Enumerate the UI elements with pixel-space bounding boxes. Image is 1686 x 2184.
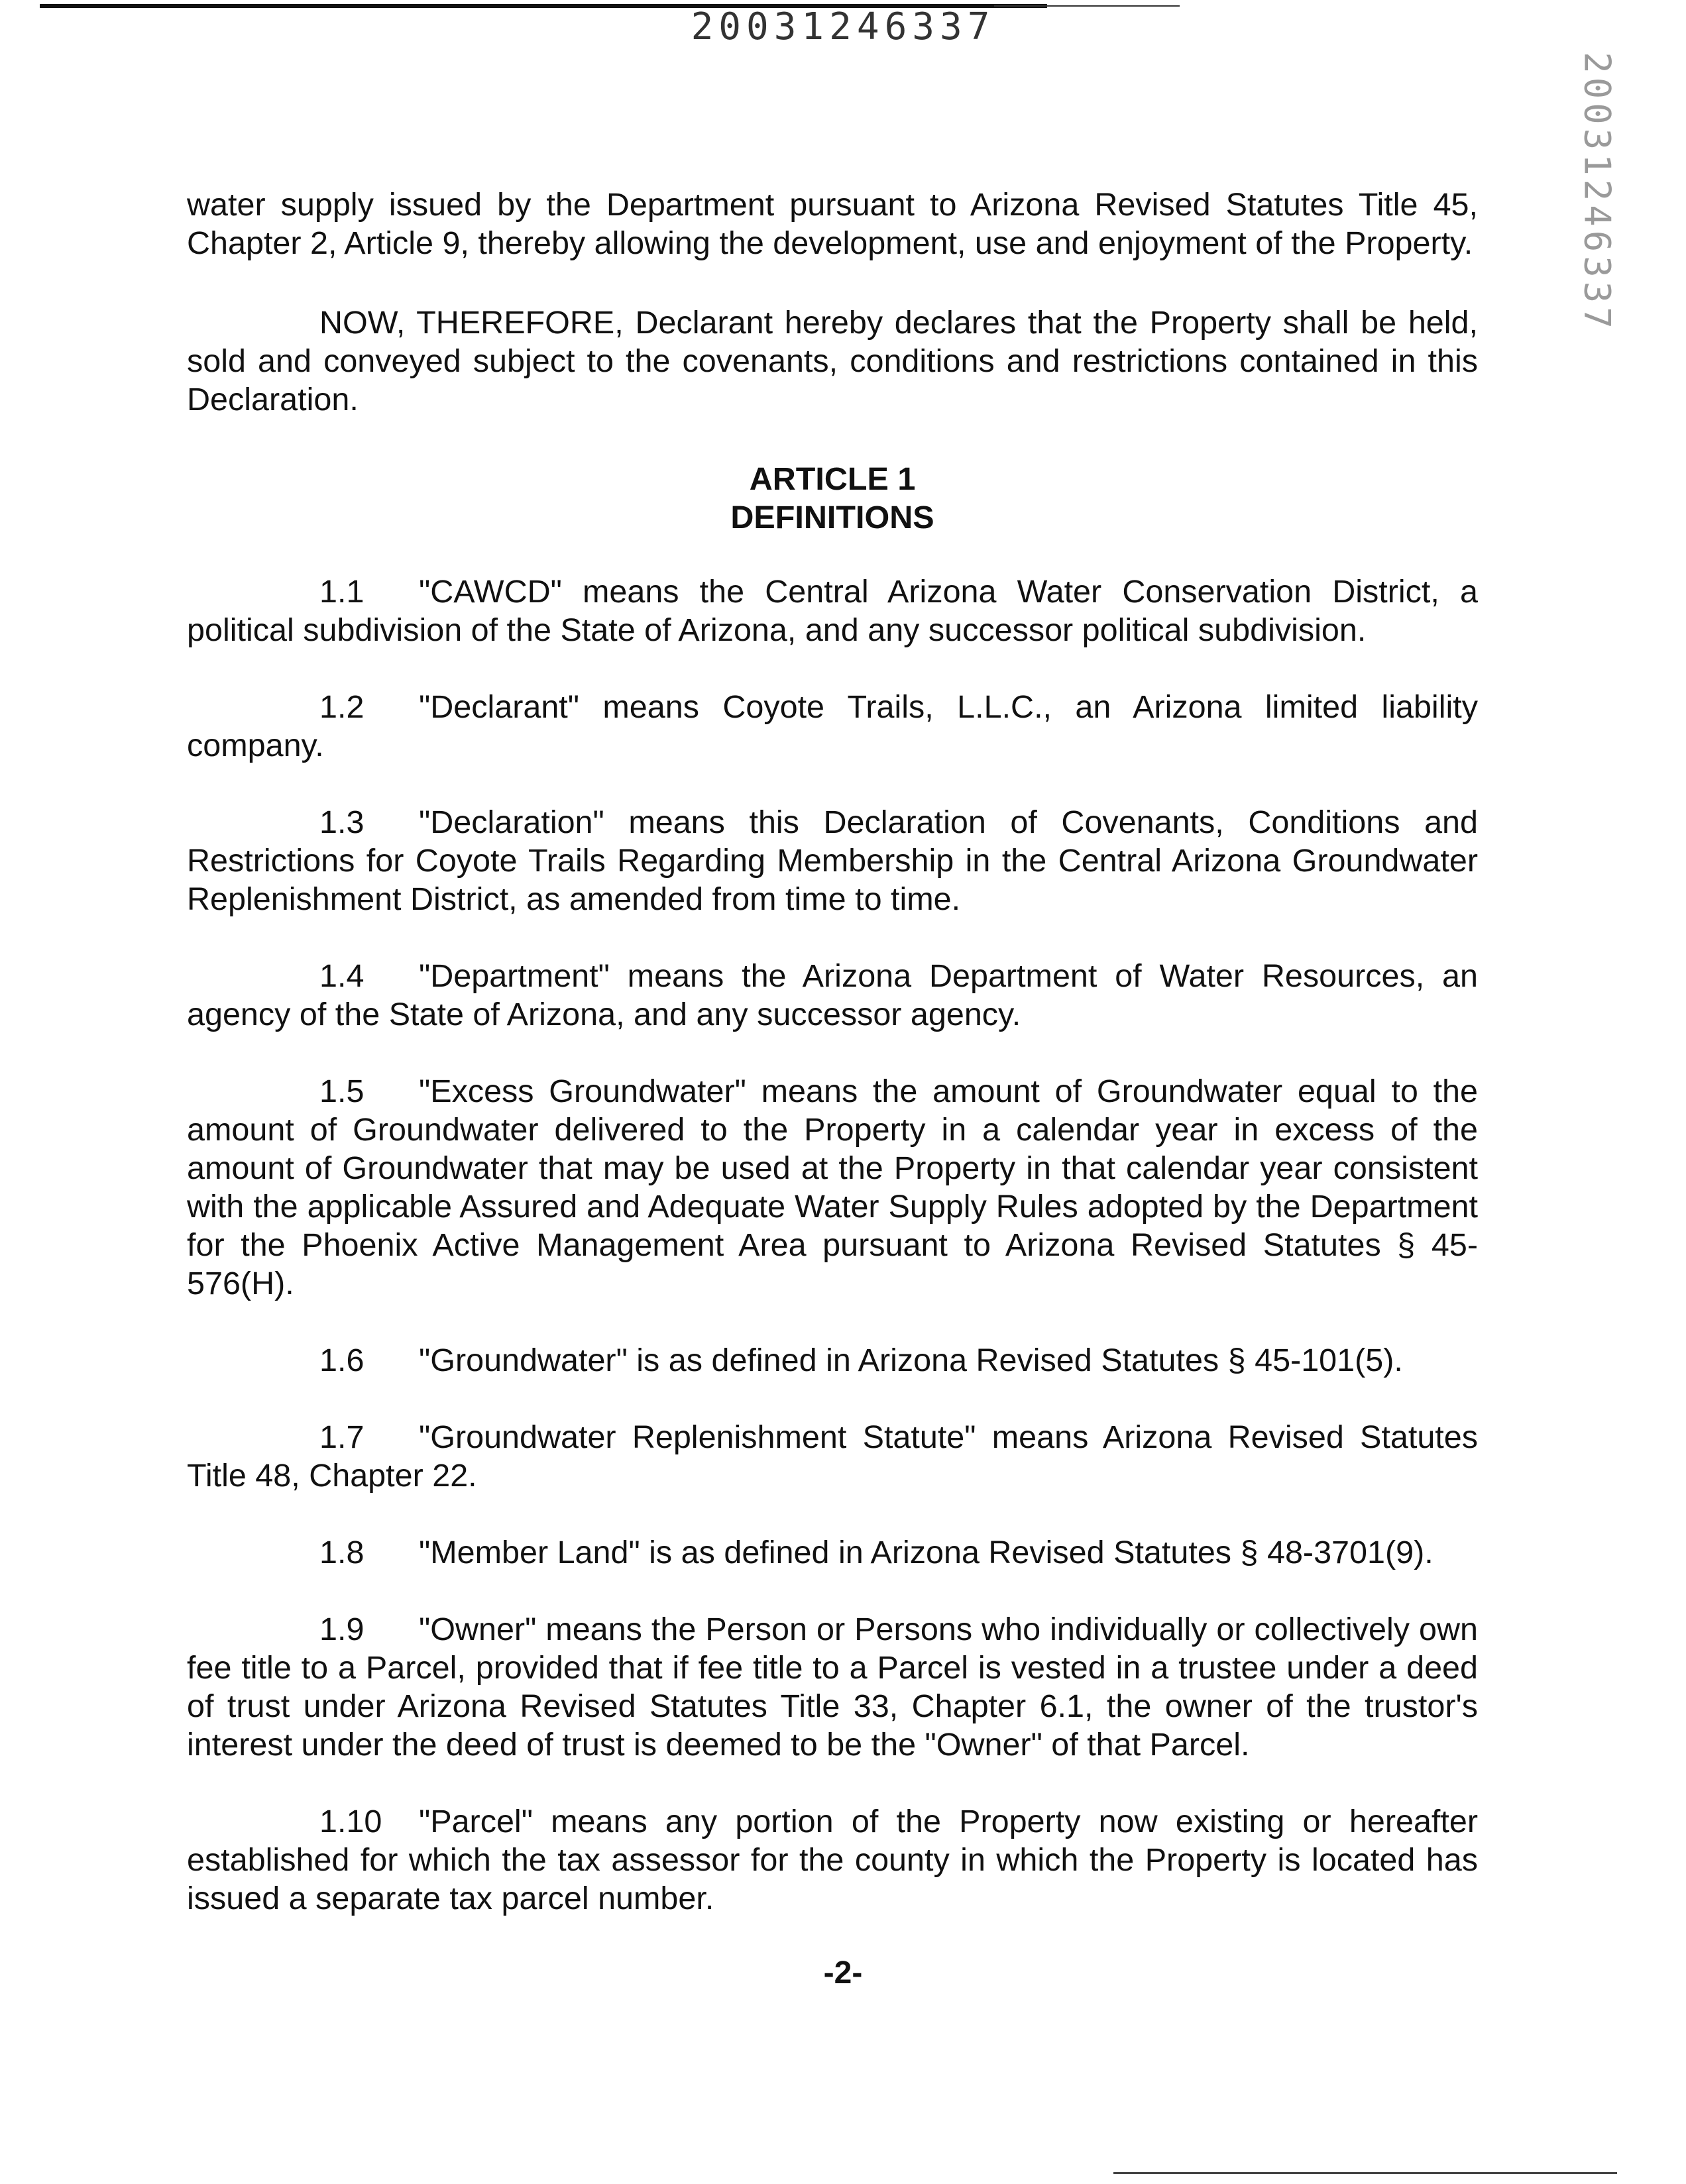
definition-number: 1.2 (319, 689, 365, 725)
document-body (187, 186, 1478, 1956)
definition-item (187, 957, 1478, 1034)
definition-text: "Groundwater" is as defined in Arizona Revised Statutes § 45-101(5). (419, 1342, 1403, 1378)
definition-text: "Excess Groundwater" means the amount of Groundwater equal to the amount of Groundwater delivered to the Property in a calendar year in excess of the amount of Groundwater that may be used at the Property in that calendar year consistent with the applicable Assured and Adequate Water Supply Rules adopted by the Department for the Phoenix Active Management Area pursuant to Arizona Revised Statutes § 45-576(H). (187, 1073, 1478, 1301)
definition-item (187, 1072, 1478, 1303)
definition-number: 1.10 (319, 1804, 382, 1839)
definition-text: "Declarant" means Coyote Trails, L.L.C., an Arizona limited liability company. (187, 689, 1478, 763)
definition-number: 1.4 (319, 958, 365, 994)
definition-text: "CAWCD" means the Central Arizona Water Conservation District, a political subdivision of the State of Arizona, and any successor political subdivision. (187, 574, 1478, 648)
bottom-rule (1113, 2172, 1617, 2174)
definition-number: 1.1 (319, 574, 365, 610)
definition-number: 1.7 (319, 1419, 365, 1455)
definition-text: "Member Land" is as defined in Arizona Revised Statutes § 48-3701(9). (419, 1535, 1433, 1570)
definition-number: 1.8 (319, 1535, 365, 1570)
definition-text: "Groundwater Replenishment Statute" means Arizona Revised Statutes Title 48, Chapter 22. (187, 1419, 1478, 1494)
definition-number: 1.6 (319, 1342, 365, 1378)
definition-item (187, 803, 1478, 918)
side-stamp-text: 20031246337 (1576, 52, 1618, 333)
article-title: DEFINITIONS (730, 500, 934, 535)
definition-item (187, 688, 1478, 765)
page-number: -2- (823, 1955, 863, 1991)
continuation-paragraph: water supply issued by the Department pursuant to Arizona Revised Statutes Title 45, Chapter 2, Article 9, thereby allowing the development, use and enjoyment of the Property. (187, 187, 1478, 261)
definition-text: "Owner" means the Person or Persons who individually or collectively own fee title to a Parcel, provided that if fee title to a Parcel is vested in a trustee under a deed of trust under Arizona Revised Statutes Title 33, Chapter 6.1, the owner of the trustor's interest under the deed of trust is deemed to be the "Owner" of that Parcel. (187, 1611, 1478, 1763)
article-heading (187, 460, 1478, 537)
definition-item (187, 1610, 1478, 1764)
definition-item (187, 1341, 1478, 1380)
definition-item (187, 1418, 1478, 1495)
side-stamp (1567, 52, 1627, 333)
definition-text: "Parcel" means any portion of the Property now existing or hereafter established for which the tax assessor for the county in which the Property is located has issued a separate tax parcel number. (187, 1804, 1478, 1916)
definition-item (187, 573, 1478, 649)
definition-item (187, 1802, 1478, 1918)
definition-text: "Declaration" means this Declaration of Covenants, Conditions and Restrictions for Coyote Trails Regarding Membership in the Central Arizona Groundwater Replenishment District, as amended from time to time. (187, 804, 1478, 917)
document-number: 20031246337 (691, 5, 995, 48)
definition-item (187, 1533, 1478, 1572)
definition-number: 1.5 (319, 1073, 365, 1109)
definition-number: 1.9 (319, 1611, 365, 1647)
definition-number: 1.3 (319, 804, 365, 840)
now-therefore-paragraph: NOW, THEREFORE, Declarant hereby declares that the Property shall be held, sold and conveyed subject to the covenants, conditions and restrictions contained in this Declaration. (187, 305, 1478, 417)
definition-text: "Department" means the Arizona Department of Water Resources, an agency of the State of Arizona, and any successor agency. (187, 958, 1478, 1032)
article-number: ARTICLE 1 (749, 461, 916, 497)
